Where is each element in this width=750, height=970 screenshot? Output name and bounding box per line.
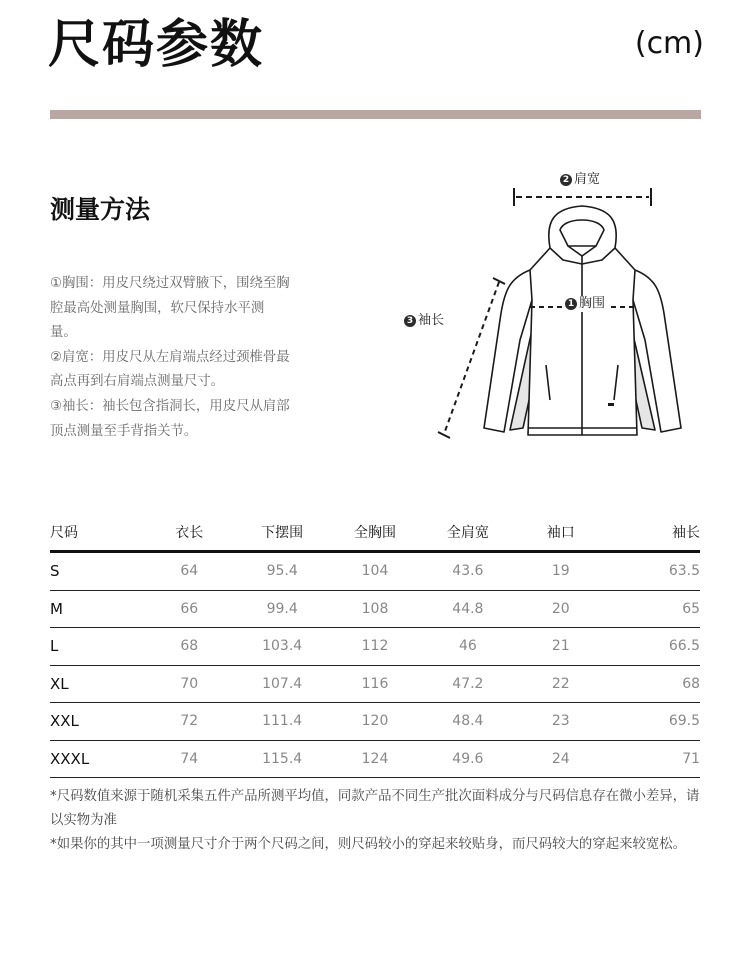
chest-label [563, 296, 607, 312]
value-cell: 103.4 [262, 638, 303, 655]
method-item-chest: ①胸围：用皮尺绕过双臂腋下，围绕至胸腔最高处测量胸围，软尺保持水平测量。 [50, 276, 290, 341]
table-row [50, 703, 700, 741]
value-cell: 99.4 [266, 600, 298, 617]
value-cell: 108 [361, 600, 389, 617]
value-cell: 68 [180, 638, 199, 655]
header-chest: 全胸围 [354, 525, 396, 541]
method-item-shoulder: ②肩宽：用皮尺从左肩端点经过颈椎骨最高点再到右肩端点测量尺寸。 [50, 349, 290, 390]
value-cell: 46 [458, 638, 477, 655]
chest-label-text: 胸围 [579, 296, 606, 311]
notes [50, 785, 710, 857]
note-2: *如果你的其中一项测量尺寸介于两个尺码之间，则尺码较小的穿起来较贴身，而尺码较大的穿起来较宽松。 [50, 837, 687, 852]
value-cell: 112 [361, 638, 389, 655]
value-cell: 43.6 [452, 563, 484, 580]
value-cell: 70 [180, 675, 199, 692]
header-cuff: 袖口 [546, 525, 575, 541]
jacket-diagram [380, 160, 720, 460]
value-cell: 22 [551, 675, 570, 692]
value-cell: 44.8 [452, 600, 484, 617]
size-table [50, 514, 700, 778]
value-cell: 21 [551, 638, 570, 655]
chest-number-icon: 1 [565, 298, 577, 310]
value-cell: 19 [551, 563, 570, 580]
header-sleeve: 袖长 [672, 525, 701, 541]
header-length: 衣长 [175, 525, 204, 541]
value-cell: 66 [180, 600, 199, 617]
value-cell: 71 [682, 750, 701, 767]
accent-divider [50, 110, 701, 119]
value-cell: 69.5 [668, 713, 701, 730]
shoulder-number-icon: 2 [560, 174, 572, 186]
value-cell: 20 [551, 600, 570, 617]
size-cell: L [50, 637, 59, 656]
size-cell: S [50, 562, 60, 581]
table-row [50, 591, 700, 629]
header-size: 尺码 [50, 525, 78, 541]
method-title: 测量方法 [50, 195, 151, 224]
value-cell: 124 [361, 750, 389, 767]
value-cell: 49.6 [452, 750, 484, 767]
table-row [50, 553, 700, 591]
value-cell: 48.4 [452, 713, 484, 730]
unit-label: (cm) [634, 26, 704, 61]
value-cell: 115.4 [262, 750, 303, 767]
size-cell: XL [50, 674, 69, 693]
size-cell: M [50, 599, 63, 618]
size-cell: XXXL [50, 749, 90, 768]
value-cell: 104 [361, 563, 389, 580]
page-title: 尺码参数 [48, 15, 265, 75]
value-cell: 65 [682, 600, 701, 617]
method-item-sleeve: ③袖长：袖长包含指洞长，用皮尺从肩部顶点测量至手背指关节。 [50, 398, 290, 439]
value-cell: 47.2 [452, 675, 484, 692]
sleeve-label-text: 袖长 [418, 313, 445, 328]
size-cell: XXL [50, 712, 79, 731]
shoulder-label [560, 172, 600, 188]
value-cell: 116 [361, 675, 389, 692]
note-1: *尺码数值来源于随机采集五件产品所测平均值，同款产品不同生产批次面料成分与尺码信息存在微小差异，请以实物为准 [50, 789, 700, 828]
value-cell: 74 [180, 750, 199, 767]
value-cell: 23 [551, 713, 570, 730]
table-header [50, 514, 700, 553]
header-shoulder: 全肩宽 [446, 525, 489, 541]
value-cell: 66.5 [668, 638, 701, 655]
value-cell: 95.4 [266, 563, 298, 580]
sleeve-number-icon: 3 [404, 315, 416, 327]
table-row [50, 628, 700, 666]
value-cell: 72 [180, 713, 199, 730]
value-cell: 120 [361, 713, 389, 730]
value-cell: 111.4 [262, 713, 303, 730]
table-row [50, 741, 700, 779]
value-cell: 63.5 [668, 563, 701, 580]
value-cell: 107.4 [262, 675, 303, 692]
method-instructions [50, 272, 290, 444]
table-row [50, 666, 700, 704]
shoulder-label-text: 肩宽 [574, 172, 601, 187]
value-cell: 68 [682, 675, 701, 692]
header-hem: 下摆围 [261, 525, 304, 541]
sleeve-label [404, 313, 444, 329]
jacket-illustration [380, 160, 720, 460]
value-cell: 24 [551, 750, 570, 767]
value-cell: 64 [180, 563, 199, 580]
